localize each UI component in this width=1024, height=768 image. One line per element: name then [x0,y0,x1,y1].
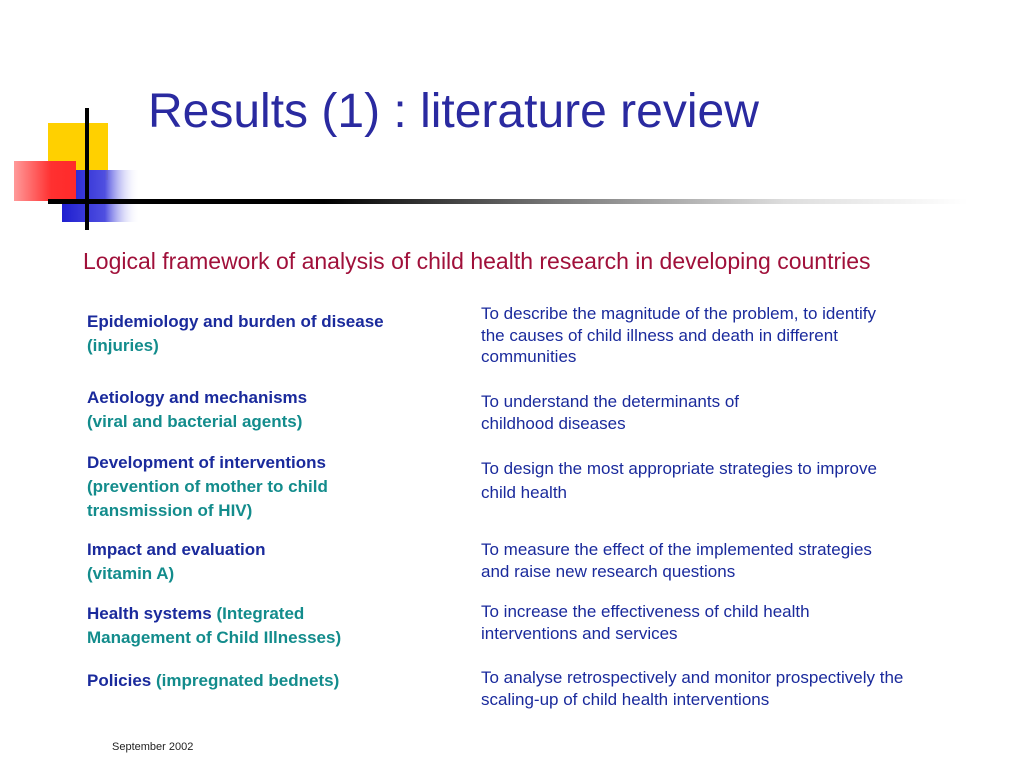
research-objective: To describe the magnitude of the problem, to identify the causes of child illness and death in different communities [481,304,877,366]
research-domain [87,602,407,650]
domain-example: (viral and bacterial agents) [87,412,303,431]
research-objective: To measure the effect of the implemented strategies and raise new research questions [481,540,872,581]
slide-logo-decoration [0,0,160,240]
research-domain [87,451,387,523]
research-objective: To analyse retrospectively and monitor prospectively the scaling-up of child health interventions [481,668,904,709]
research-objective: To increase the effectiveness of child health interventions and services [481,602,810,643]
domain-label: Health systems [87,604,212,623]
slide-title: Results (1) : literature review [148,85,759,138]
domain-example: (impregnated bednets) [156,671,340,690]
research-objective: To design the most appropriate strategies to improve child health [481,459,877,502]
slide-footer-date: September 2002 [112,741,194,753]
domain-label: Impact and evaluation [87,540,266,559]
research-domain [87,310,467,358]
domain-label: Development of interventions [87,453,326,472]
domain-label: Epidemiology and burden of disease [87,312,384,331]
slide-subtitle: Logical framework of analysis of child health research in developing countries [83,248,871,274]
domain-label: Policies [87,671,152,690]
domain-example: (vitamin A) [87,564,175,583]
research-objective: To understand the determinants of childhood diseases [481,392,739,433]
research-domain [87,538,467,586]
domain-example: (Integrated Management of Child Illnesses) [87,604,342,647]
domain-example: (prevention of mother to child transmission of HIV) [87,477,328,520]
title-divider [48,199,968,204]
research-domain [87,669,467,693]
domain-label: Aetiology and mechanisms [87,388,308,407]
research-domain [87,386,467,434]
domain-example: (injuries) [87,336,159,355]
